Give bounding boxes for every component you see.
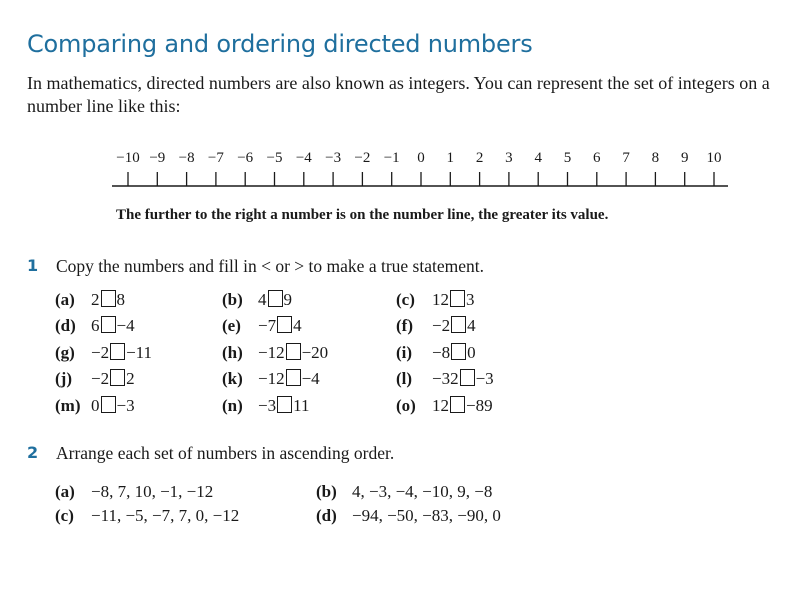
q1-part bbox=[55, 343, 152, 363]
left-value: −8 bbox=[432, 342, 451, 362]
left-value: 6 bbox=[91, 316, 100, 336]
q1-part bbox=[396, 316, 476, 336]
q1-part bbox=[222, 396, 309, 416]
right-value: 8 bbox=[116, 290, 125, 309]
question-2-number: 2 bbox=[27, 443, 39, 462]
left-value: −12 bbox=[258, 369, 285, 389]
number-line-label: −10 bbox=[116, 150, 140, 166]
right-value: −11 bbox=[126, 342, 153, 362]
q1-part bbox=[55, 316, 135, 336]
number-line-label: 3 bbox=[505, 150, 513, 166]
question-1-prompt: Copy the numbers and fill in < or > to make a true statement. bbox=[56, 256, 484, 276]
part-label: (h) bbox=[222, 342, 243, 362]
answer-box[interactable] bbox=[268, 290, 283, 307]
part-label: (b) bbox=[316, 482, 337, 501]
answer-box[interactable] bbox=[110, 369, 125, 386]
left-value: −2 bbox=[91, 369, 110, 389]
q1-part bbox=[396, 396, 493, 416]
q1-part bbox=[222, 343, 328, 363]
right-value: −4 bbox=[301, 369, 320, 389]
number-line bbox=[110, 145, 740, 195]
number-line-label: 9 bbox=[680, 150, 689, 166]
part-label: (g) bbox=[55, 342, 75, 362]
left-value: −2 bbox=[432, 316, 451, 336]
number-line-label: −4 bbox=[295, 150, 312, 166]
right-value: 3 bbox=[466, 290, 475, 309]
left-value: 12 bbox=[432, 290, 449, 309]
answer-box[interactable] bbox=[460, 369, 475, 386]
left-value: −32 bbox=[432, 369, 459, 389]
part-label: (i) bbox=[396, 342, 413, 362]
part-label: (o) bbox=[396, 395, 416, 415]
question-2-prompt: Arrange each set of numbers in ascending order. bbox=[56, 443, 395, 463]
number-set: −94, −50, −83, −90, 0 bbox=[352, 506, 501, 525]
intro-paragraph: In mathematics, directed numbers are also known as integers. You can represent the set of integers on a number line like this: bbox=[27, 73, 770, 116]
left-value: 12 bbox=[432, 395, 449, 415]
answer-box[interactable] bbox=[451, 316, 466, 333]
number-line-label: 5 bbox=[563, 150, 572, 166]
part-label: (k) bbox=[222, 369, 243, 389]
left-value: 4 bbox=[258, 290, 267, 309]
number-line-label: 1 bbox=[446, 150, 455, 166]
answer-box[interactable] bbox=[277, 316, 292, 333]
part-label: (b) bbox=[222, 290, 243, 309]
answer-box[interactable] bbox=[101, 290, 116, 307]
answer-box[interactable] bbox=[450, 290, 465, 307]
answer-box[interactable] bbox=[286, 369, 301, 386]
part-label: (f) bbox=[396, 316, 413, 336]
number-line-label: −6 bbox=[237, 150, 254, 166]
part-label: (c) bbox=[55, 506, 74, 525]
part-label: (d) bbox=[316, 506, 337, 525]
q2-part bbox=[316, 482, 492, 502]
right-value: 2 bbox=[126, 369, 135, 389]
number-line-label: 7 bbox=[622, 150, 630, 166]
part-label: (d) bbox=[55, 316, 76, 336]
left-value: 2 bbox=[91, 290, 100, 309]
part-label: (m) bbox=[55, 395, 81, 415]
part-label: (j) bbox=[55, 369, 72, 389]
number-line-label: −2 bbox=[354, 150, 371, 166]
answer-box[interactable] bbox=[286, 343, 301, 360]
q2-part bbox=[316, 506, 501, 526]
answer-box[interactable] bbox=[110, 343, 125, 360]
right-value: −3 bbox=[116, 395, 135, 415]
number-line-label: 2 bbox=[475, 150, 484, 166]
number-set: −8, 7, 10, −1, −12 bbox=[91, 482, 214, 501]
right-value: −4 bbox=[116, 316, 135, 336]
number-line-label: −1 bbox=[383, 150, 400, 166]
q1-part bbox=[55, 396, 135, 416]
page-title: Comparing and ordering directed numbers bbox=[27, 30, 533, 58]
number-line-label: 6 bbox=[593, 150, 601, 166]
right-value: −20 bbox=[301, 342, 329, 362]
answer-box[interactable] bbox=[101, 396, 116, 413]
answer-box[interactable] bbox=[450, 396, 465, 413]
number-set: −11, −5, −7, 7, 0, −12 bbox=[91, 506, 240, 525]
left-value: −3 bbox=[258, 395, 277, 415]
answer-box[interactable] bbox=[101, 316, 116, 333]
number-line-label: 4 bbox=[534, 150, 542, 166]
part-label: (a) bbox=[55, 482, 75, 501]
number-line-note: The further to the right a number is on the number line, the greater its value. bbox=[116, 207, 609, 223]
right-value: 9 bbox=[283, 290, 292, 309]
answer-box[interactable] bbox=[451, 343, 466, 360]
right-value: 4 bbox=[293, 316, 302, 336]
part-label: (e) bbox=[222, 316, 241, 336]
right-value: 0 bbox=[467, 342, 476, 362]
q2-part bbox=[55, 482, 213, 502]
right-value: −3 bbox=[475, 369, 494, 389]
number-line-label: −7 bbox=[207, 150, 224, 166]
q1-part bbox=[396, 343, 476, 363]
number-set: 4, −3, −4, −10, 9, −8 bbox=[352, 482, 493, 501]
number-line-label: −3 bbox=[325, 150, 342, 166]
number-line-label: −8 bbox=[178, 150, 195, 166]
q1-part bbox=[222, 369, 320, 389]
right-value: −89 bbox=[466, 395, 493, 415]
part-label: (c) bbox=[396, 290, 415, 309]
number-line-label: 8 bbox=[651, 150, 660, 166]
part-label: (a) bbox=[55, 290, 75, 309]
q1-part bbox=[222, 290, 292, 310]
number-line-label: −5 bbox=[266, 150, 283, 166]
number-line-label: −9 bbox=[149, 150, 166, 166]
part-label: (n) bbox=[222, 395, 243, 415]
q1-part bbox=[396, 369, 494, 389]
q2-part bbox=[55, 506, 239, 526]
q1-part bbox=[55, 290, 125, 310]
q1-part bbox=[55, 369, 135, 389]
number-line-label: 0 bbox=[417, 150, 425, 166]
left-value: −12 bbox=[258, 342, 285, 362]
q1-part bbox=[396, 290, 475, 310]
left-value: −2 bbox=[91, 342, 110, 362]
number-line-label: 10 bbox=[706, 150, 722, 166]
left-value: −7 bbox=[258, 316, 277, 336]
answer-box[interactable] bbox=[277, 396, 292, 413]
right-value: 11 bbox=[293, 395, 310, 415]
left-value: 0 bbox=[91, 395, 100, 415]
part-label: (l) bbox=[396, 369, 413, 389]
right-value: 4 bbox=[467, 316, 476, 336]
q1-part bbox=[222, 316, 302, 336]
question-1-number: 1 bbox=[27, 256, 39, 275]
